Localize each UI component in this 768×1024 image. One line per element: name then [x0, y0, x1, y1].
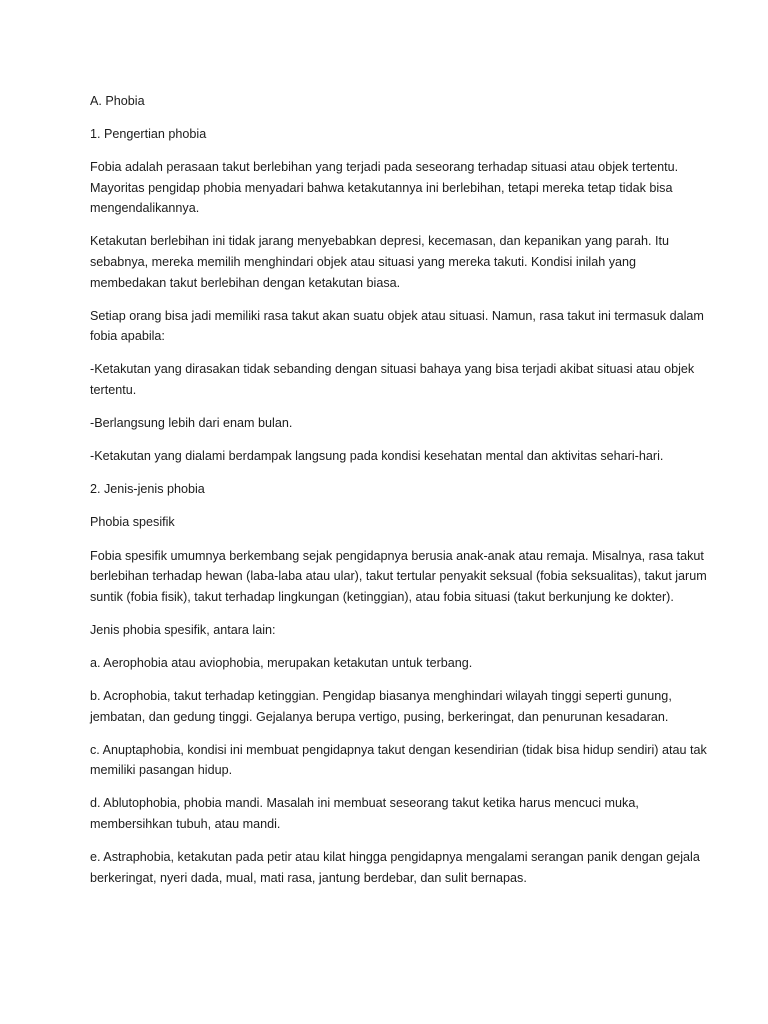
list-item-d: d. Ablutophobia, phobia mandi. Masalah ini membuat seseorang takut ketika harus mencuci muka, membersihkan tubuh, atau mandi.: [90, 796, 639, 831]
list-item-a: a. Aerophobia atau aviophobia, merupakan ketakutan untuk terbang.: [90, 655, 473, 670]
list-item-criteria-1: -Ketakutan yang dirasakan tidak sebanding dengan situasi bahaya yang bisa terjadi akibat situasi atau objek tertentu.: [90, 362, 695, 398]
paragraph-definition: Fobia adalah perasaan takut berlebihan yang terjadi pada seseorang terhadap situasi atau objek tertentu. Mayoritas pengidap phobia menyadari bahwa ketakutannya ini berlebihan, tetapi mereka tetap tidak bisa mengendalikannya.: [90, 160, 679, 216]
paragraph-jenis-intro: Jenis phobia spesifik, antara lain:: [90, 622, 276, 637]
paragraph-consequences: Ketakutan berlebihan ini tidak jarang menyebabkan depresi, kecemasan, dan kepanikan yang parah. Itu sebabnya, mereka memilih menghindari objek atau situasi yang mereka takuti. Kondisi inilah yang membedakan takut berlebihan dengan ketakutan biasa.: [90, 234, 669, 290]
list-item-criteria-2: -Berlangsung lebih dari enam bulan.: [90, 416, 293, 431]
paragraph-criteria-intro: Setiap orang bisa jadi memiliki rasa takut akan suatu objek atau situasi. Namun, rasa takut ini termasuk dalam fobia apabila:: [90, 308, 704, 344]
list-item-e: e. Astraphobia, ketakutan pada petir atau kilat hingga pengidapnya mengalami serangan panik dengan gejala berkeringat, nyeri dada, mual, mati rasa, jantung berdebar, dan sulit bernapas.: [90, 850, 700, 885]
list-item-c: c. Anuptaphobia, kondisi ini membuat pengidapnya takut dengan kesendirian (tidak bisa hidup sendiri) atau tak memiliki pasangan hidup.: [90, 742, 707, 778]
list-item-b: b. Acrophobia, takut terhadap ketinggian. Pengidap biasanya menghindari wilayah tinggi seperti gunung, jembatan, dan gedung tinggi. Gejalanya berupa vertigo, pusing, berkeringat, dan penurunan kesadaran.: [90, 688, 672, 724]
section-heading-phobia: A. Phobia: [90, 94, 145, 108]
paragraph-spesifik: Fobia spesifik umumnya berkembang sejak pengidapnya berusia anak-anak atau remaja. Misalnya, rasa takut berlebihan terhadap hewan (laba-laba atau ular), takut tertular penyakit seksual (fobia seksualitas), takut jarum suntik (fobia fisik), takut terhadap lingkungan (ketinggian), atau fobia situasi (takut berkunjung ke dokter).: [90, 548, 707, 604]
subheading-pengertian: 1. Pengertian phobia: [90, 127, 207, 142]
subheading-jenis: 2. Jenis-jenis phobia: [90, 482, 205, 497]
list-item-criteria-3: -Ketakutan yang dialami berdampak langsung pada kondisi kesehatan mental dan aktivitas sehari-hari.: [90, 449, 664, 464]
subheading-phobia-spesifik: Phobia spesifik: [90, 515, 175, 530]
